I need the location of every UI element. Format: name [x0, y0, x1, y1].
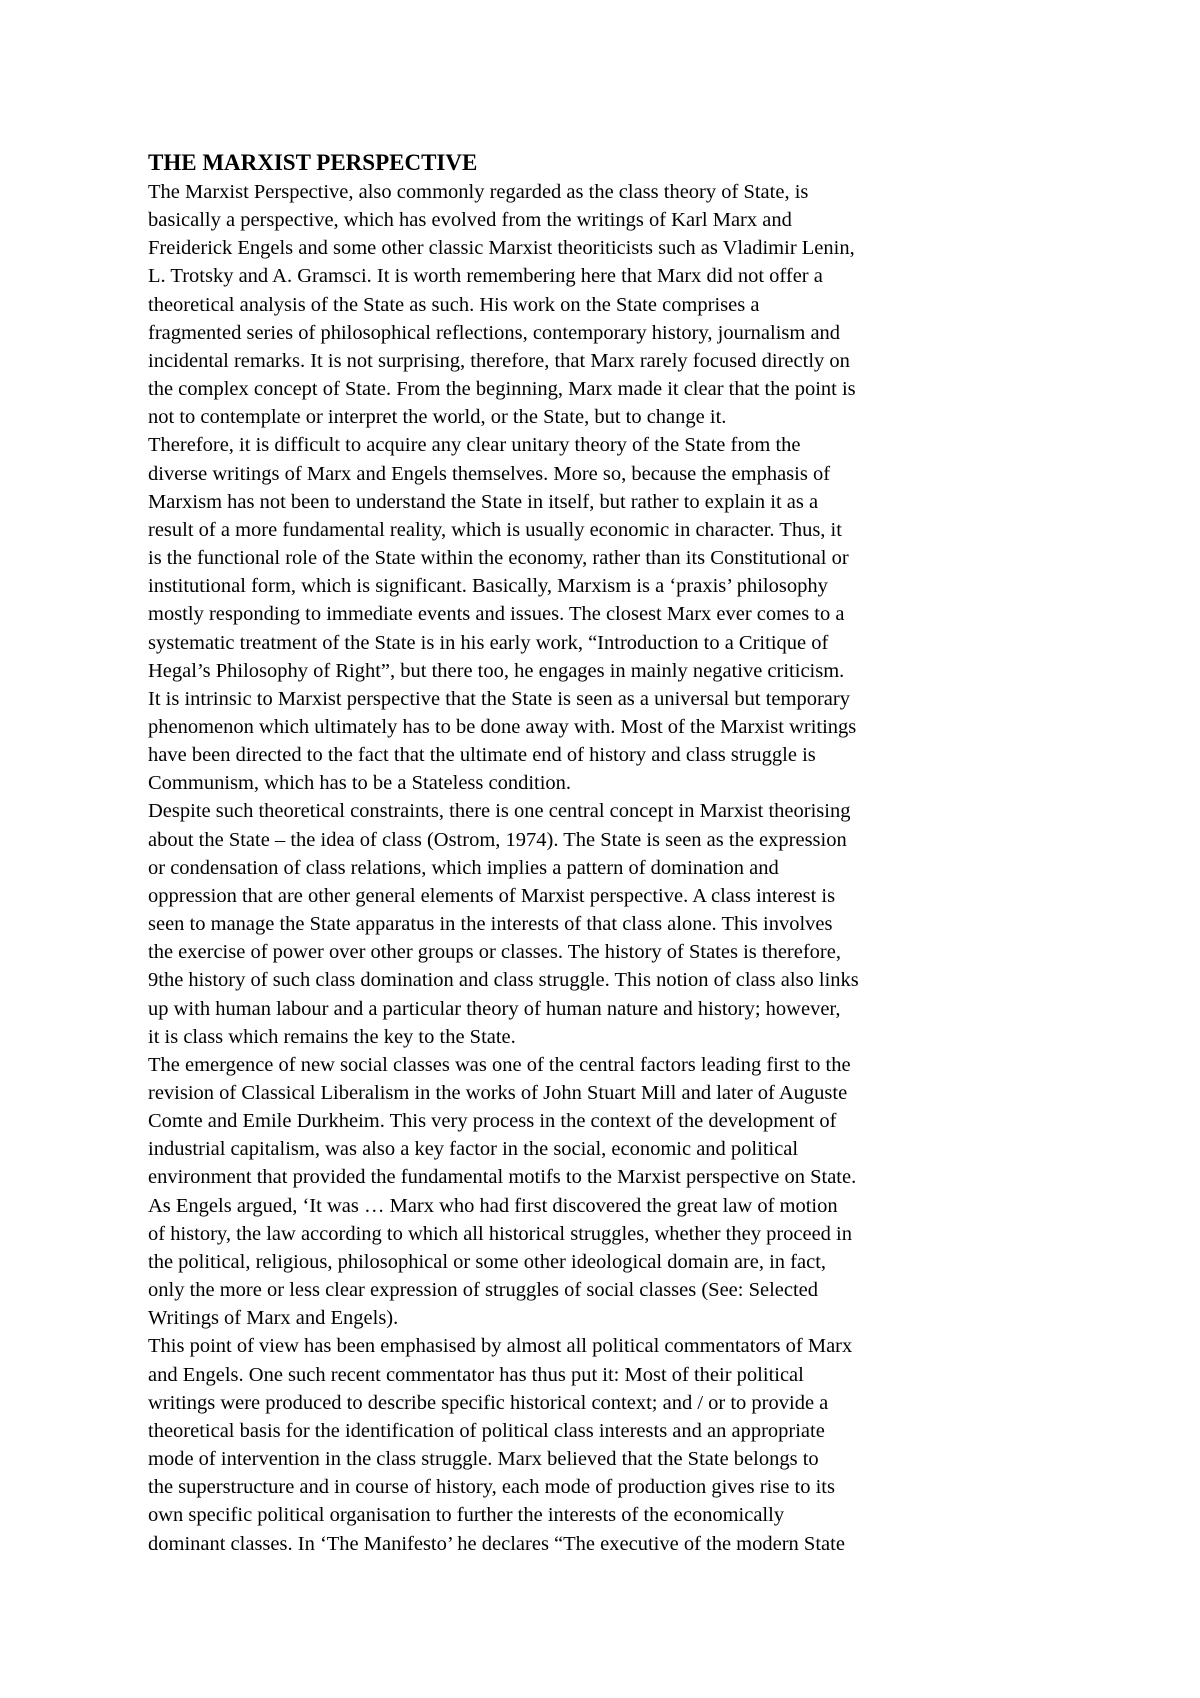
text-line: or condensation of class relations, which implies a pattern of domination and: [148, 856, 779, 879]
document-body: [148, 148, 1048, 1558]
text-line: Freiderick Engels and some other classic Marxist theoriticists such as Vladimir Lenin,: [148, 237, 855, 260]
text-line: fragmented series of philosophical reflections, contemporary history, journalism and: [148, 321, 841, 344]
text-line: It is intrinsic to Marxist perspective that the State is seen as a universal but temporary: [148, 687, 850, 710]
text-line: have been directed to the fact that the ultimate end of history and class struggle is: [148, 744, 816, 767]
text-line: is the functional role of the State within the economy, rather than its Constitutional or: [148, 547, 849, 570]
text-line: oppression that are other general elements of Marxist perspective. A class interest is: [148, 884, 836, 907]
text-line: own specific political organisation to further the interests of the economically: [148, 1504, 785, 1527]
text-line: incidental remarks. It is not surprising, therefore, that Marx rarely focused directly on: [148, 349, 850, 372]
text-line: Communism, which has to be a Stateless condition.: [148, 772, 572, 795]
text-line: As Engels argued, ‘It was … Marx who had first discovered the great law of motion: [148, 1194, 838, 1217]
text-line: dominant classes. In ‘The Manifesto’ he declares “The executive of the modern State: [148, 1532, 845, 1555]
text-line: Comte and Emile Durkheim. This very process in the context of the development of: [148, 1110, 837, 1133]
text-line: not to contemplate or interpret the world, or the State, but to change it.: [148, 406, 727, 429]
text-line: The Marxist Perspective, also commonly regarded as the class theory of State, is: [148, 181, 809, 203]
text-line: the exercise of power over other groups or classes. The history of States is therefore,: [148, 941, 841, 964]
text-line: writings were produced to describe specific historical context; and / or to provide a: [148, 1391, 829, 1414]
text-line: it is class which remains the key to the State.: [148, 1025, 516, 1048]
text-line: Hegal’s Philosophy of Right”, but there too, he engages in mainly negative criticism.: [148, 659, 845, 682]
text-line: phenomenon which ultimately has to be done away with. Most of the Marxist writings: [148, 715, 857, 738]
text-line: systematic treatment of the State is in his early work, “Introduction to a Critique of: [148, 631, 829, 654]
text-line: 9the history of such class domination and class struggle. This notion of class also links: [148, 969, 859, 992]
text-line: Despite such theoretical constraints, there is one central concept in Marxist theorising: [148, 800, 851, 823]
text-line: Marxism has not been to understand the State in itself, but rather to explain it as a: [148, 490, 819, 513]
text-line: up with human labour and a particular theory of human nature and history; however,: [148, 997, 841, 1020]
text-line: about the State – the idea of class (Ostrom, 1974). The State is seen as the expression: [148, 828, 847, 851]
text-line: L. Trotsky and A. Gramsci. It is worth remembering here that Marx did not offer a: [148, 265, 823, 288]
text-line: mode of intervention in the class struggle. Marx believed that the State belongs to: [148, 1448, 819, 1471]
text-line: mostly responding to immediate events and issues. The closest Marx ever comes to a: [148, 603, 845, 626]
text-line: institutional form, which is significant. Basically, Marxism is a ‘praxis’ philosophy: [148, 575, 828, 598]
text-line: theoretical analysis of the State as such. His work on the State comprises a: [148, 293, 760, 316]
text-line: theoretical basis for the identification of political class interests and an appropriate: [148, 1419, 825, 1442]
text-line: This point of view has been emphasised by almost all political commentators of Marx: [148, 1335, 853, 1358]
text-line: industrial capitalism, was also a key factor in the social, economic and political: [148, 1138, 799, 1161]
text-line: revision of Classical Liberalism in the works of John Stuart Mill and later of Auguste: [148, 1082, 848, 1104]
text-line: result of a more fundamental reality, which is usually economic in character. Thus, it: [148, 518, 842, 541]
text-line: basically a perspective, which has evolved from the writings of Karl Marx and: [148, 209, 792, 232]
text-line: and Engels. One such recent commentator has thus put it: Most of their political: [148, 1363, 804, 1386]
text-line: The emergence of new social classes was one of the central factors leading first to the: [148, 1053, 851, 1076]
text-line: the superstructure and in course of history, each mode of production gives rise to its: [148, 1476, 835, 1499]
text-lines: [148, 178, 1048, 1558]
text-line: the complex concept of State. From the beginning, Marx made it clear that the point is: [148, 378, 856, 401]
document-title: THE MARXIST PERSPECTIVE: [148, 150, 478, 175]
text-line: seen to manage the State apparatus in the interests of that class alone. This involves: [148, 913, 833, 936]
text-line: Writings of Marx and Engels).: [148, 1307, 399, 1330]
text-line: Therefore, it is difficult to acquire any clear unitary theory of the State from the: [148, 434, 801, 457]
text-line: of history, the law according to which all historical struggles, whether they proceed in: [148, 1222, 853, 1245]
text-line: environment that provided the fundamental motifs to the Marxist perspective on State.: [148, 1166, 857, 1189]
text-line: the political, religious, philosophical or some other ideological domain are, in fact,: [148, 1250, 827, 1273]
text-line: diverse writings of Marx and Engels themselves. More so, because the emphasis of: [148, 462, 831, 485]
text-line: only the more or less clear expression of struggles of social classes (See: Selected: [148, 1279, 819, 1302]
